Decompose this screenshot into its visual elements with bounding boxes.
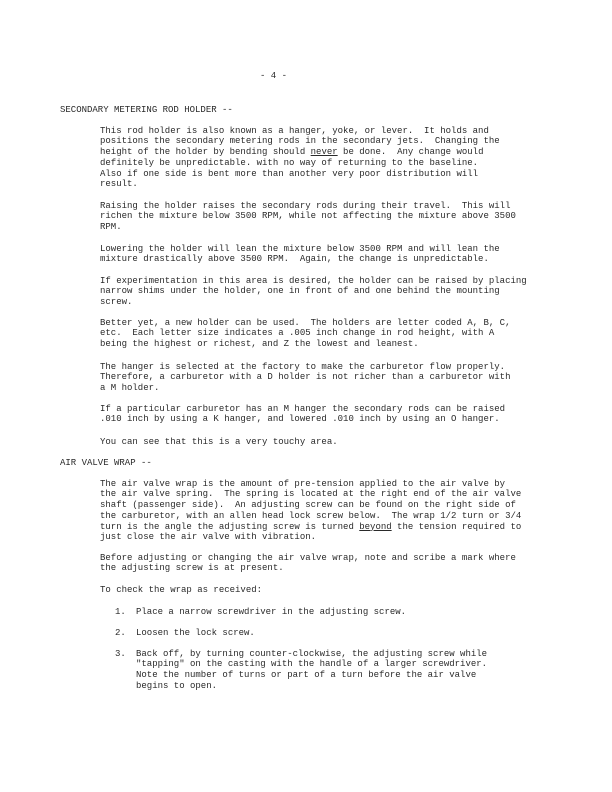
text-segment: height of the holder by bending should: [100, 147, 311, 158]
text-segment: result.: [100, 179, 138, 190]
paragraph: [100, 479, 521, 544]
step-text: [136, 607, 406, 618]
text-segment: the adjusting screw is at present.: [100, 563, 284, 574]
text-line: [100, 244, 500, 255]
text-line: [136, 649, 487, 660]
section-heading-secondary-metering-rod-holder: SECONDARY METERING ROD HOLDER --: [60, 105, 233, 115]
text-segment: Loosen the lock screw.: [136, 627, 255, 638]
text-segment: the tension required to: [391, 521, 522, 532]
text-line: [100, 222, 516, 233]
text-segment: If experimentation in this area is desired, the holder can be raised by placing: [100, 275, 527, 286]
text-line: [100, 169, 500, 180]
text-segment: shaft (passenger side). An adjusting screw can be found on the right side of: [100, 500, 516, 511]
text-line: [136, 681, 487, 692]
paragraph: [100, 126, 500, 191]
text-line: [136, 607, 406, 618]
text-line: [100, 500, 521, 511]
text-segment: .010 inch by using a K hanger, and lowered .010 inch by using an O hanger.: [100, 414, 500, 425]
text-line: [100, 286, 527, 297]
text-line: [100, 404, 505, 415]
text-segment: To check the wrap as received:: [100, 584, 263, 595]
text-line: [136, 628, 255, 639]
text-segment: turn is the angle the adjusting screw is turned: [100, 521, 360, 532]
text-segment: Therefore, a carburetor with a D holder is not richer than a carburetor with: [100, 372, 511, 383]
step-text: [136, 649, 487, 692]
step-text: [136, 628, 255, 639]
text-line: [100, 563, 516, 574]
text-segment: Note the number of turns or part of a turn before the air valve: [136, 670, 477, 681]
text-segment: the air valve spring. The spring is located at the right end of the air valve: [100, 489, 522, 500]
text-line: [100, 328, 510, 339]
text-segment: Back off, by turning counter-clockwise, the adjusting screw while: [136, 648, 488, 659]
text-segment: Place a narrow screwdriver in the adjusting screw.: [136, 606, 407, 617]
text-segment: Better yet, a new holder can be used. The holders are letter coded A, B, C,: [100, 317, 511, 328]
text-segment: just close the air valve with vibration.: [100, 532, 317, 543]
text-segment: screw.: [100, 297, 133, 308]
text-segment: be done. Any change would: [337, 147, 484, 158]
text-segment: narrow shims under the holder, one in front of and one behind the mounting: [100, 286, 500, 297]
text-segment: begins to open.: [136, 680, 218, 691]
text-line: [100, 136, 500, 147]
paragraph: [100, 553, 516, 575]
text-line: [100, 179, 500, 190]
text-segment: a M holder.: [100, 383, 160, 394]
text-line: [100, 147, 500, 158]
text-segment: Also if one side is bent more than another very poor distribution will: [100, 168, 479, 179]
text-line: [100, 276, 527, 287]
text-line: [136, 670, 487, 681]
text-segment: You can see that this is a very touchy area.: [100, 436, 338, 447]
text-segment: richen the mixture below 3500 RPM, while not affecting the mixture above 3500: [100, 211, 516, 222]
text-segment: The air valve wrap is the amount of pre-tension applied to the air valve by: [100, 478, 506, 489]
step-number: 1.: [115, 606, 126, 617]
paragraph: [100, 437, 338, 448]
text-line: [100, 414, 505, 425]
text-segment: The hanger is selected at the factory to make the carburetor flow properly.: [100, 361, 506, 372]
paragraph: [100, 585, 262, 596]
section-heading-air-valve-wrap: AIR VALVE WRAP --: [60, 458, 152, 468]
text-segment: If a particular carburetor has an M hanger the secondary rods can be raised: [100, 403, 506, 414]
text-line: [100, 479, 521, 490]
text-line: [100, 254, 500, 265]
text-line: [100, 532, 521, 543]
text-segment: Raising the holder raises the secondary rods during their travel. This will: [100, 200, 511, 211]
text-line: [136, 659, 487, 670]
step-number: 3.: [115, 648, 126, 659]
text-segment: etc. Each letter size indicates a .005 inch change in rod height, with A: [100, 328, 495, 339]
text-segment: Lowering the holder will lean the mixture below 3500 RPM and will lean the: [100, 243, 500, 254]
text-line: [100, 489, 521, 500]
paragraph: [100, 318, 510, 350]
text-line: [100, 158, 500, 169]
underlined-emphasis: beyond: [359, 521, 392, 532]
text-line: [100, 553, 516, 564]
text-line: [100, 126, 500, 137]
text-line: [100, 585, 262, 596]
text-line: [100, 511, 521, 522]
text-line: [100, 383, 510, 394]
text-segment: being the highest or richest, and Z the lowest and leanest.: [100, 339, 419, 350]
text-line: [100, 522, 521, 533]
paragraph: [100, 362, 510, 394]
text-segment: RPM.: [100, 222, 122, 233]
text-line: [100, 372, 510, 383]
text-segment: positions the secondary metering rods in the secondary jets. Changing the: [100, 136, 500, 147]
text-segment: Before adjusting or changing the air valve wrap, note and scribe a mark where: [100, 552, 516, 563]
underlined-emphasis: never: [310, 147, 338, 158]
text-line: [100, 297, 527, 308]
step-number: 2.: [115, 627, 126, 638]
text-segment: mixture drastically above 3500 RPM. Again, the change is unpredictable.: [100, 254, 489, 265]
text-line: [100, 339, 510, 350]
paragraph: [100, 201, 516, 233]
text-line: [100, 211, 516, 222]
text-segment: the carburetor, with an allen head lock screw below. The wrap 1/2 turn or 3/4: [100, 510, 522, 521]
text-segment: This rod holder is also known as a hanger, yoke, or lever. It holds and: [100, 125, 489, 136]
paragraph: [100, 404, 505, 426]
paragraph: [100, 244, 500, 266]
text-segment: "tapping" on the casting with the handle of a larger screwdriver.: [136, 659, 488, 670]
page-number: - 4 -: [260, 71, 288, 81]
text-line: [100, 362, 510, 373]
paragraph: [100, 276, 527, 308]
text-segment: definitely be unpredictable. with no way of returning to the baseline.: [100, 157, 479, 168]
text-line: [100, 318, 510, 329]
text-line: [100, 437, 338, 448]
text-line: [100, 201, 516, 212]
